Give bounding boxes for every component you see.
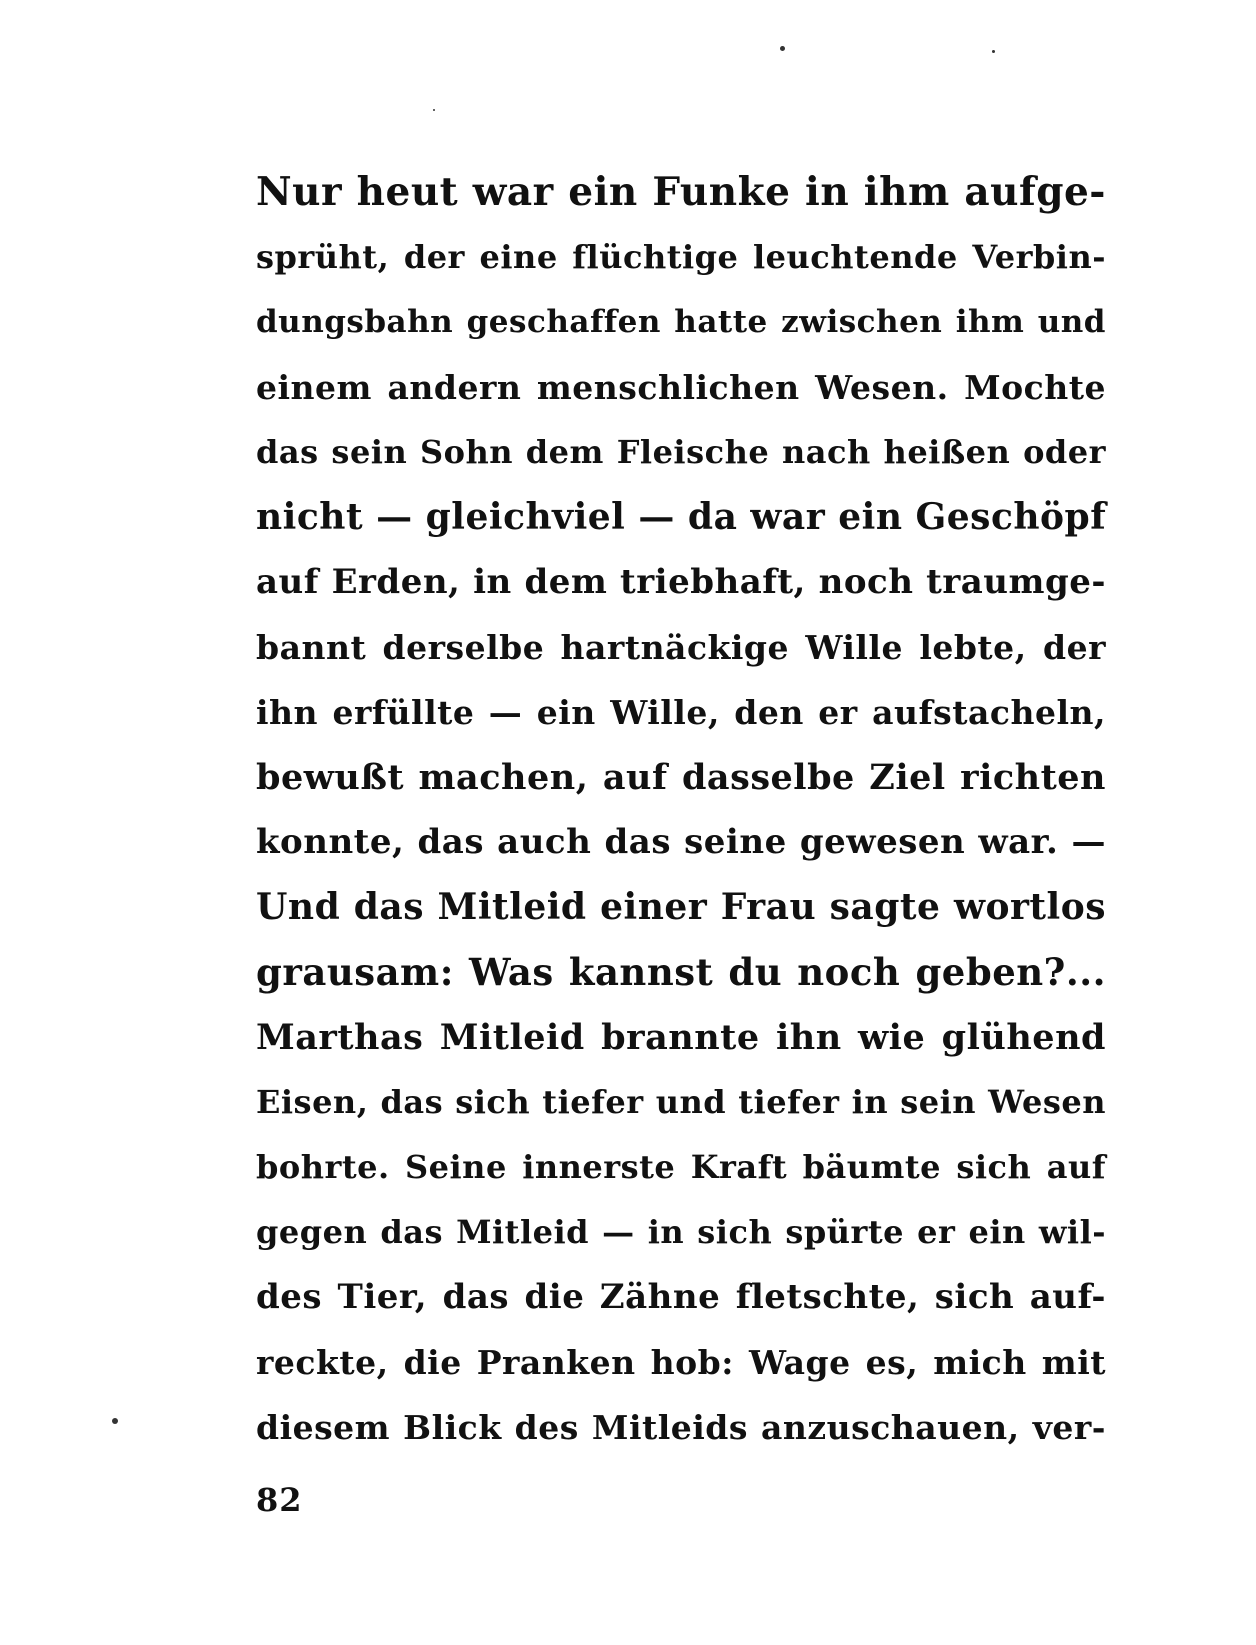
page-number: 82 xyxy=(256,1481,303,1519)
text-line: dungsbahn geschaffen hatte zwischen ihm und xyxy=(256,304,1106,340)
body-text xyxy=(256,160,1106,1460)
text-line: reckte, die Pranken hob: Wage es, mich mit xyxy=(256,1343,1106,1382)
text-line: das sein Sohn dem Fleische nach heißen oder xyxy=(256,433,1106,471)
text-line: Nur heut war ein Funke in ihm aufge- xyxy=(256,169,1106,215)
text-line: Und das Mitleid einer Frau sagte wortlos xyxy=(256,886,1106,928)
text-line: Marthas Mitleid brannte ihn wie glühend xyxy=(256,1017,1106,1058)
text-line: nicht — gleichviel — da war ein Geschöpf xyxy=(256,496,1107,538)
scan-speck xyxy=(780,46,785,51)
scan-speck xyxy=(992,50,995,53)
text-line: diesem Blick des Mitleids anzuschauen, ver- xyxy=(256,1408,1106,1447)
text-line: bohrte. Seine innerste Kraft bäumte sich auf xyxy=(256,1148,1106,1186)
text-line: konnte, das auch das seine gewesen war. — xyxy=(256,822,1106,862)
text-line: bannt derselbe hartnäckige Wille lebte, der xyxy=(256,628,1106,667)
text-line: bewußt machen, auf dasselbe Ziel richten xyxy=(256,757,1106,798)
text-line: gegen das Mitleid — in sich spürte er ein wil- xyxy=(256,1213,1106,1251)
text-line: grausam: Was kannst du noch geben?... xyxy=(256,950,1106,994)
text-line: des Tier, das die Zähne fletschte, sich auf- xyxy=(256,1277,1106,1317)
scan-speck xyxy=(112,1418,118,1424)
text-line: sprüht, der eine flüchtige leuchtende Verbin- xyxy=(256,238,1106,276)
text-line: Eisen, das sich tiefer und tiefer in sein Wesen xyxy=(256,1083,1106,1121)
text-line: auf Erden, in dem triebhaft, noch traumge- xyxy=(256,562,1106,602)
text-line: ihn erfüllte — ein Wille, den er aufstacheln, xyxy=(256,693,1106,732)
scan-speck xyxy=(433,109,435,111)
text-line: einem andern menschlichen Wesen. Mochte xyxy=(256,368,1106,407)
